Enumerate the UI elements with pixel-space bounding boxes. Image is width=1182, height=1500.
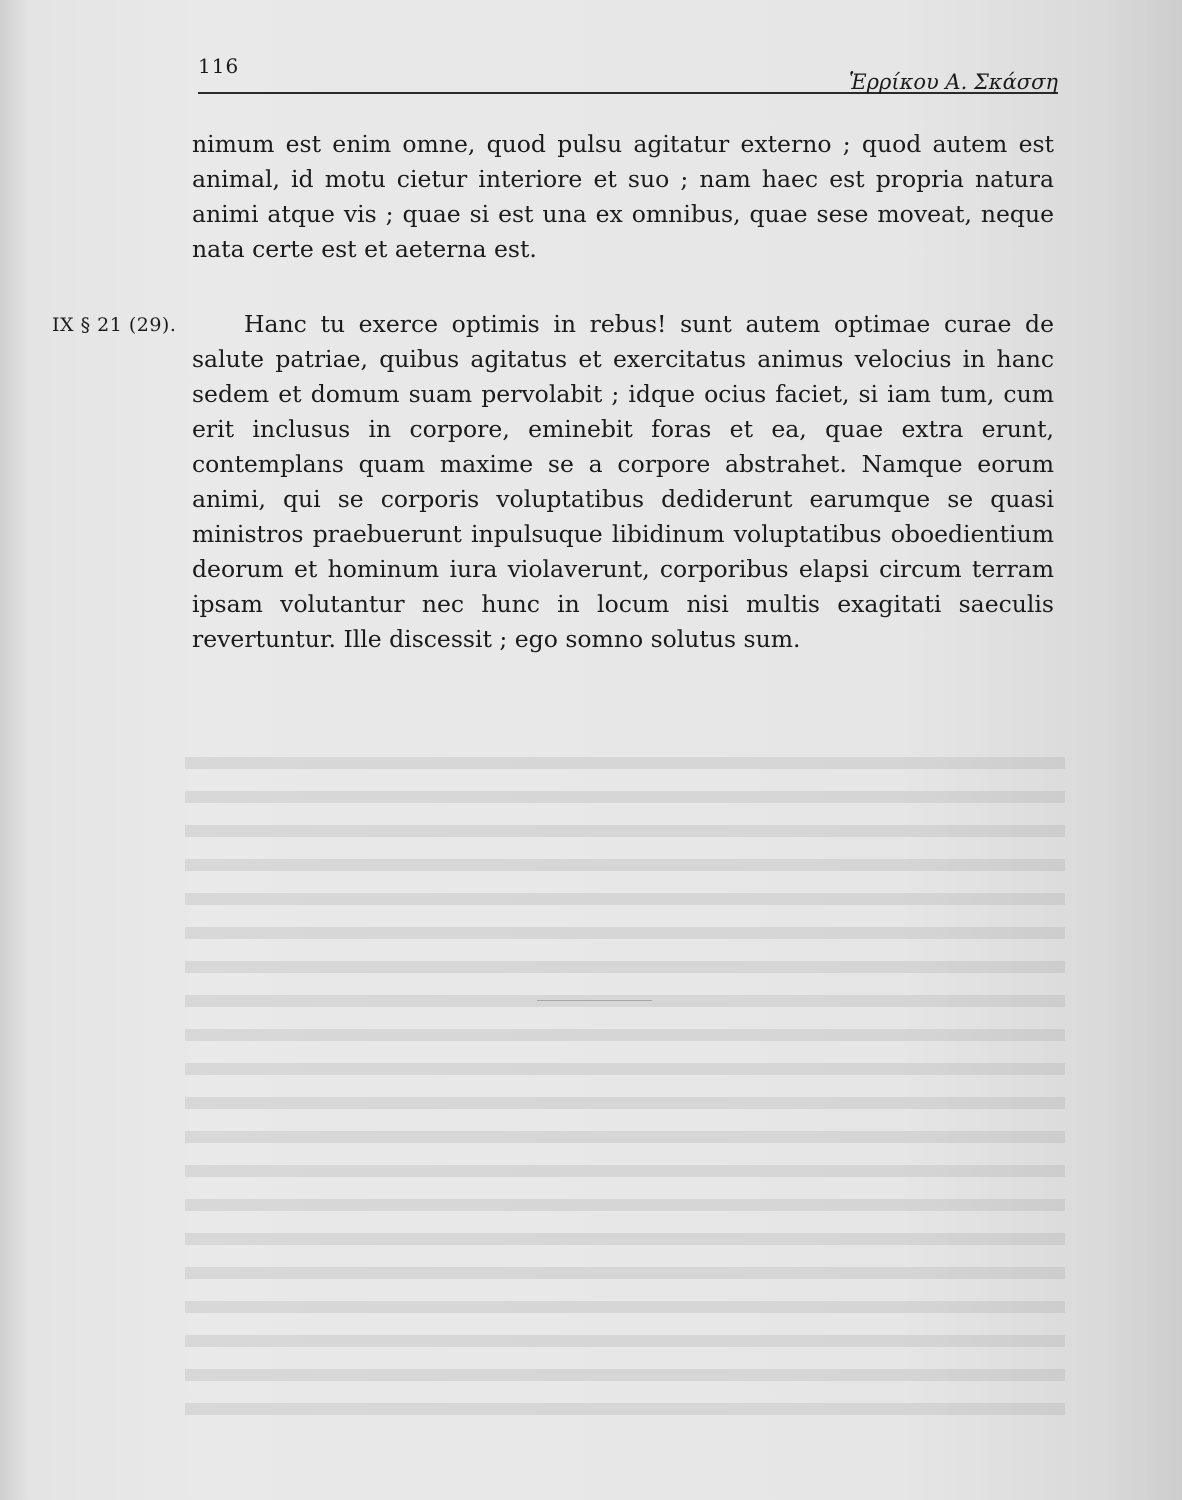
running-head-author: Ἑρρίκου Α. Σκάσση [848, 70, 1058, 94]
paragraph-1: nimum est enim omne, quod pulsu agitatur externo ; quod autem est animal, id motu cietur interiore et suo ; nam haec est propria natura animi atque vis ; quae si est una ex omnibus, quae sese moveat, neque nata certe est et aeterna est. [192, 130, 1054, 263]
running-head [198, 52, 1058, 94]
paragraph-2: Hanc tu exerce optimis in rebus! sunt autem optimae curae de salute patriae, quibus agitatus et exercitatus animus velocius in hanc sedem et domum suam pervolabit ; idque ocius faciet, si iam tum, cum erit inclusus in corpore, eminebit foras et ea, quae extra erunt, contemplans quam maxime se a corpore abstrahet. Namque eorum animi, qui se corporis voluptatibus dediderunt earumque se quasi ministros praebuerunt inpulsuque libidinum voluptatibus oboedientium deorum et hominum iura violaverunt, corporibus elapsi circum terram ipsam volutantur nec hunc in locum nisi multis exagitati saeculis revertuntur. Ille discessit ; ego somno solutus sum. [192, 310, 1054, 653]
bleed-through-rule [537, 1000, 652, 1001]
page-number: 116 [198, 54, 240, 78]
bleed-through-texture [185, 735, 1065, 1435]
margin-reference: IX § 21 (29). [52, 314, 177, 336]
